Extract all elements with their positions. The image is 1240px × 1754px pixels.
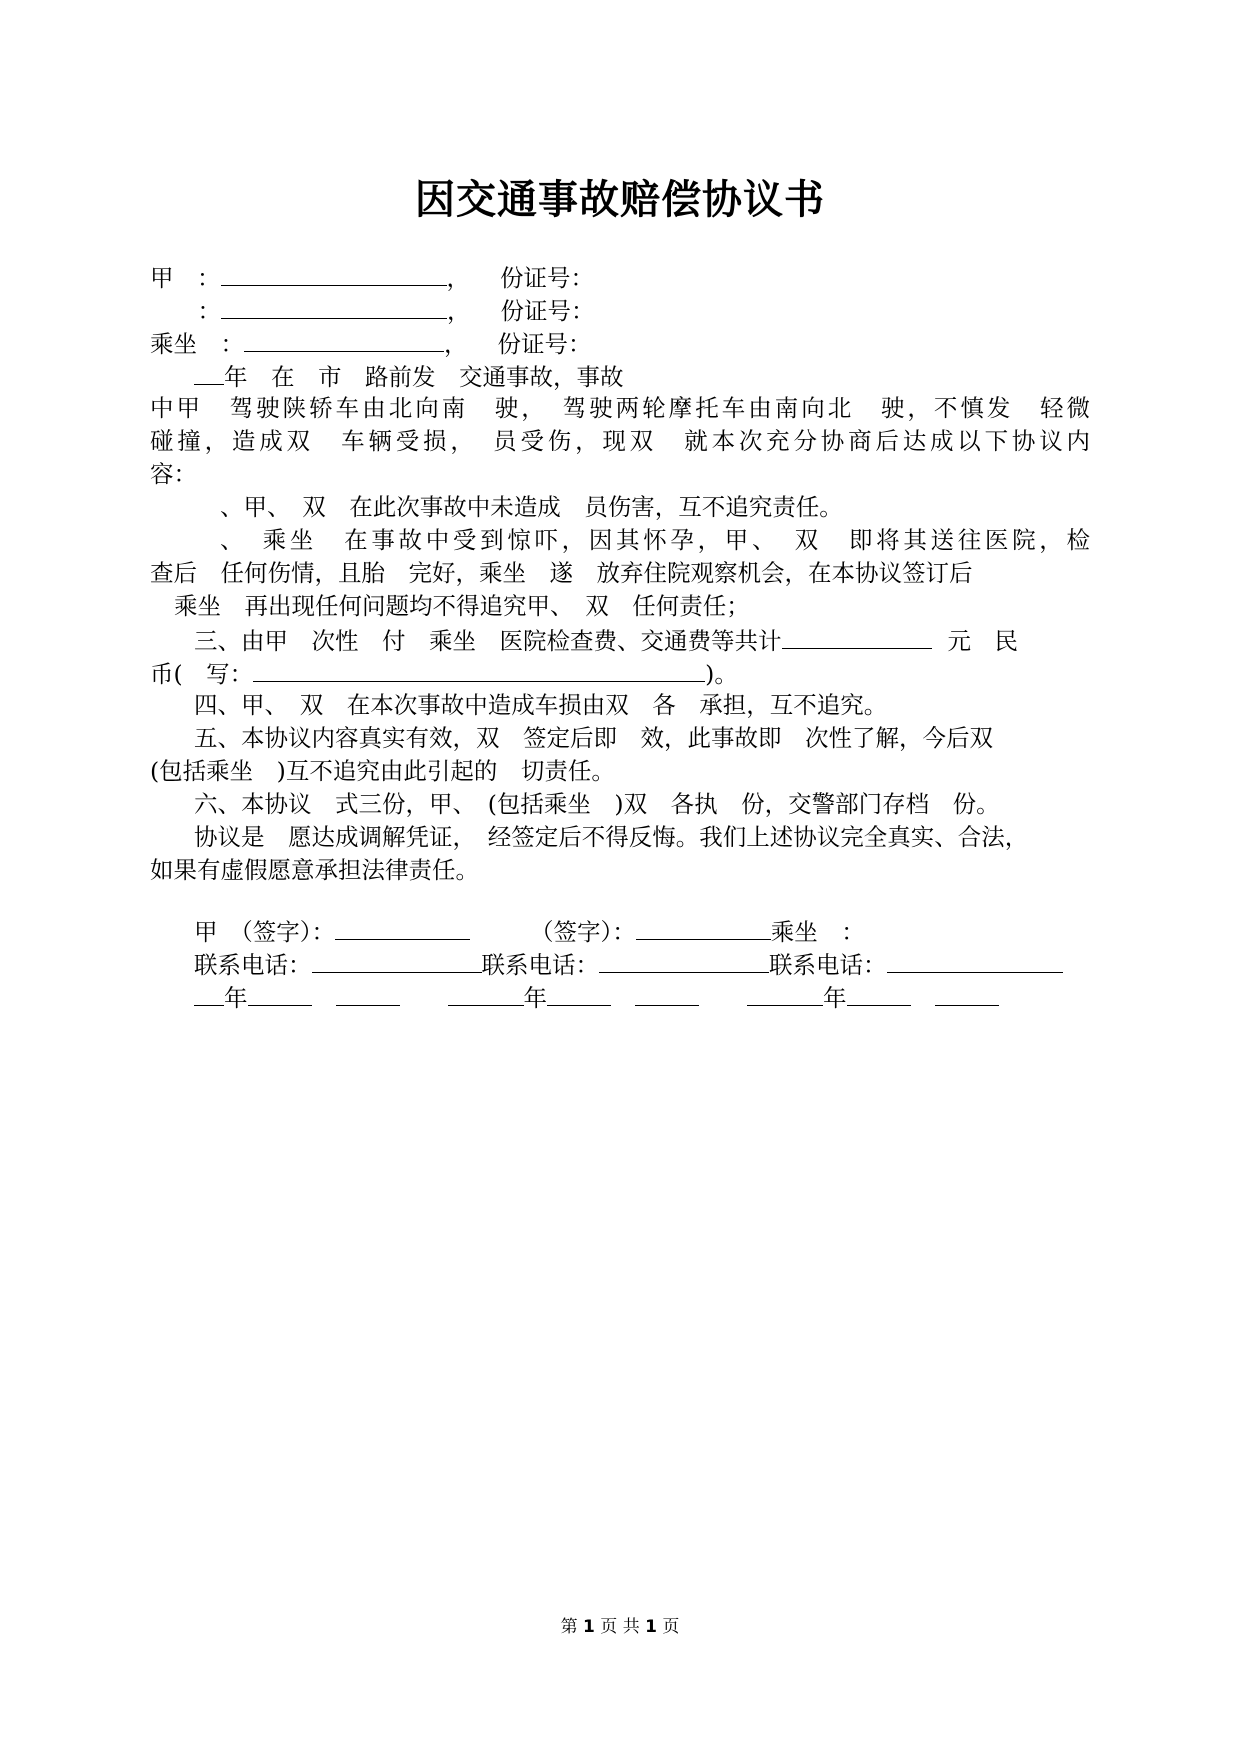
body-line-3: 碰撞，造成双 车辆受损， 员受伤，现双 就本次充分协商后达成以下协议内 bbox=[150, 427, 1090, 455]
party-a-label: 甲 ： bbox=[150, 264, 221, 292]
body-line-4: 容： bbox=[150, 460, 197, 488]
date-year-c: 年 bbox=[823, 984, 847, 1012]
closing-line-1: 协议是 愿达成调解凭证， 经签定后不得反悔。我们上述协议完全真实、合法， bbox=[194, 823, 1029, 851]
clause-3-line-1: 三、由甲 次性 付 乘坐 医院检查费、交通费等共计 元 民 bbox=[150, 623, 1090, 656]
passenger-name-blank bbox=[244, 326, 444, 352]
party-a-name-blank bbox=[221, 260, 447, 286]
clause-6: 六、本协议 式三份，甲、 (包括乘坐 )双 各执 份，交警部门存档 份。 bbox=[194, 790, 1000, 818]
clause-2-line-3: 乘坐 再出现任何问题均不得追究甲、 双 任何责任； bbox=[174, 592, 750, 620]
page-number: 1 bbox=[583, 1617, 595, 1637]
clause-5-line-1: 五、本协议内容真实有效，双 签定后即 效，此事故即 次性了解，今后双 bbox=[194, 724, 993, 752]
party-b-label: ： bbox=[174, 297, 221, 325]
phone-label-b: 联系电话： bbox=[481, 951, 599, 979]
phone-label-c: 联系电话： bbox=[769, 951, 887, 979]
party-a-line: 甲 ： ， 份证号： bbox=[150, 260, 1090, 293]
date-line bbox=[150, 980, 1090, 1013]
clause-2-line-2: 查后 任何伤情，且胎 完好，乘坐 遂 放弃住院观察机会，在本协议签订后 bbox=[150, 559, 973, 587]
document-title: 因交通事故赔偿协议书 bbox=[415, 177, 825, 223]
closing-line-2: 如果有虚假愿意承担法律责任。 bbox=[150, 856, 479, 884]
amount-blank bbox=[782, 623, 932, 649]
party-a-sign-blank bbox=[335, 914, 470, 940]
clause-5-line-2: (包括乘坐 )互不追究由此引起的 切责任。 bbox=[150, 757, 615, 785]
party-b-sign-label: （签字）： bbox=[530, 918, 636, 946]
amount-words-blank bbox=[253, 656, 705, 682]
page-footer: 第 1 页 共 1 页 bbox=[560, 1617, 680, 1637]
phone-line bbox=[150, 947, 1090, 980]
party-a-id-label: 份证号： bbox=[500, 264, 594, 292]
body-line-2: 中甲 驾驶陕轿车由北向南 驶， 驾驶两轮摩托车由南向北 驶，不慎发 轻微 bbox=[150, 394, 1090, 422]
passenger-line: 乘坐 ： ， 份证号： bbox=[150, 326, 1090, 359]
phone-label-a: 联系电话： bbox=[194, 951, 312, 979]
page-total: 1 bbox=[645, 1617, 657, 1637]
clause-3-line-2: 币( 写： )。 bbox=[150, 656, 1090, 689]
signature-line bbox=[150, 914, 1090, 947]
body-line-1 bbox=[150, 359, 1090, 392]
clause-2-line-1: 、 乘坐 在事故中受到惊吓，因其怀孕，甲、 双 即将其送往医院，检 bbox=[220, 526, 1090, 554]
party-b-sign-blank bbox=[636, 914, 771, 940]
clause-4: 四、甲、 双 在本次事故中造成车损由双 各 承担，互不追究。 bbox=[194, 691, 888, 719]
party-b-line: ： ， 份证号： bbox=[150, 293, 1090, 326]
date-year-b: 年 bbox=[523, 984, 547, 1012]
passenger-label: 乘坐 ： bbox=[150, 330, 244, 358]
clause-1: 、甲、 双 在此次事故中未造成 员伤害，互不追究责任。 bbox=[220, 493, 843, 521]
party-a-sign-label: 甲 （签字）： bbox=[194, 918, 335, 946]
party-b-id-label: 份证号： bbox=[500, 297, 595, 325]
body-line-1-text: 年 在 市 路前发 交通事故，事故 bbox=[224, 363, 624, 391]
party-b-name-blank bbox=[221, 293, 447, 319]
date-year-a: 年 bbox=[224, 984, 248, 1012]
passenger-sign-label: 乘坐 ： bbox=[770, 918, 865, 946]
passenger-id-label: 份证号： bbox=[497, 330, 592, 358]
